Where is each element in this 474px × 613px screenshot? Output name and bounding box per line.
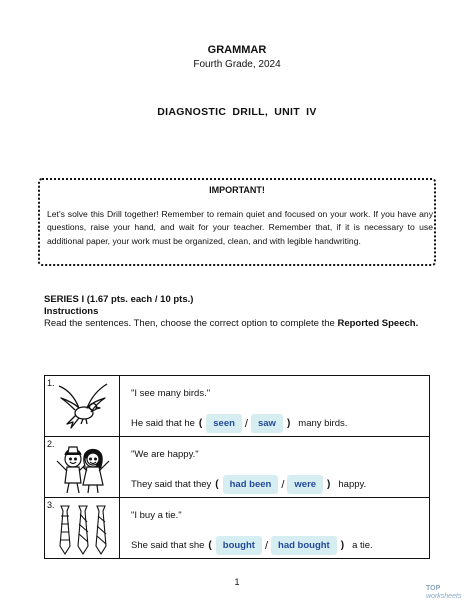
item-sentence [131, 414, 347, 433]
sentence-prefix: She said that she [131, 540, 205, 551]
exercise-table [44, 375, 430, 559]
page-number: 1 [234, 577, 240, 587]
option-separator: / [244, 417, 248, 430]
item-content-cell [120, 437, 430, 498]
happy-kids-icon [53, 441, 113, 495]
option-b-button[interactable]: had bought [271, 536, 337, 555]
sentence-prefix: They said that they [131, 479, 212, 490]
sentence-suffix: a tie. [352, 540, 373, 551]
table-row [45, 437, 430, 498]
sentence-suffix: many birds. [298, 418, 348, 429]
worksheet-title: GRAMMAR [207, 44, 267, 56]
important-box [38, 178, 436, 266]
open-paren: ( [215, 479, 219, 490]
bird-icon [53, 380, 113, 434]
topworksheets-logo [426, 585, 461, 601]
item-picture-cell [45, 376, 120, 437]
logo-line-2: worksheets [426, 593, 462, 600]
open-paren: ( [208, 540, 212, 551]
open-paren: ( [198, 418, 203, 429]
instructions-text [44, 318, 430, 331]
item-number: 3. [47, 500, 55, 510]
option-b-button[interactable]: were [287, 475, 323, 494]
series-title: SERIES I (1.67 pts. each / 10 pts.) [44, 294, 194, 305]
instructions-body: Read the sentences. Then, choose the correct option to complete the [44, 318, 335, 329]
important-text: Let's solve this Drill together! Remember to remain quiet and focused on your work. If you have any questions, raise your hand, and wait for your teacher. Remember that, if it is necessary to use additional paper, your work must be organized, clean, and with legible handwriting. [47, 209, 433, 246]
instructions-label: Instructions [44, 306, 99, 317]
item-number: 2. [47, 439, 55, 449]
table-row [45, 498, 430, 559]
ties-icon [53, 502, 113, 556]
sentence-suffix: happy. [338, 479, 367, 490]
item-picture-cell [45, 498, 120, 559]
close-paren: ) [286, 418, 291, 429]
item-quote: "We are happy." [131, 449, 199, 460]
option-a-button[interactable]: had been [223, 475, 279, 494]
item-content-cell [120, 376, 430, 437]
table-row [45, 376, 430, 437]
option-a-button[interactable]: seen [206, 414, 242, 433]
drill-title: DIAGNOSTIC DRILL, UNIT IV [157, 106, 317, 118]
important-heading: IMPORTANT! [209, 185, 265, 195]
item-content-cell [120, 498, 430, 559]
logo-line-1: TOP [426, 585, 441, 592]
item-sentence [131, 475, 366, 494]
instructions-bold: Reported Speech. [337, 318, 419, 329]
worksheet-subtitle: Fourth Grade, 2024 [193, 59, 281, 70]
option-a-button[interactable]: bought [216, 536, 262, 555]
item-number: 1. [47, 378, 55, 388]
option-separator: / [281, 478, 285, 491]
item-picture-cell [45, 437, 120, 498]
option-b-button[interactable]: saw [251, 414, 283, 433]
item-quote: "I see many birds." [131, 388, 211, 399]
close-paren: ) [327, 479, 331, 490]
option-separator: / [264, 539, 269, 552]
item-quote: "I buy a tie." [131, 510, 182, 521]
close-paren: ) [340, 540, 345, 551]
sentence-prefix: He said that he [131, 418, 195, 429]
item-sentence [131, 536, 373, 555]
